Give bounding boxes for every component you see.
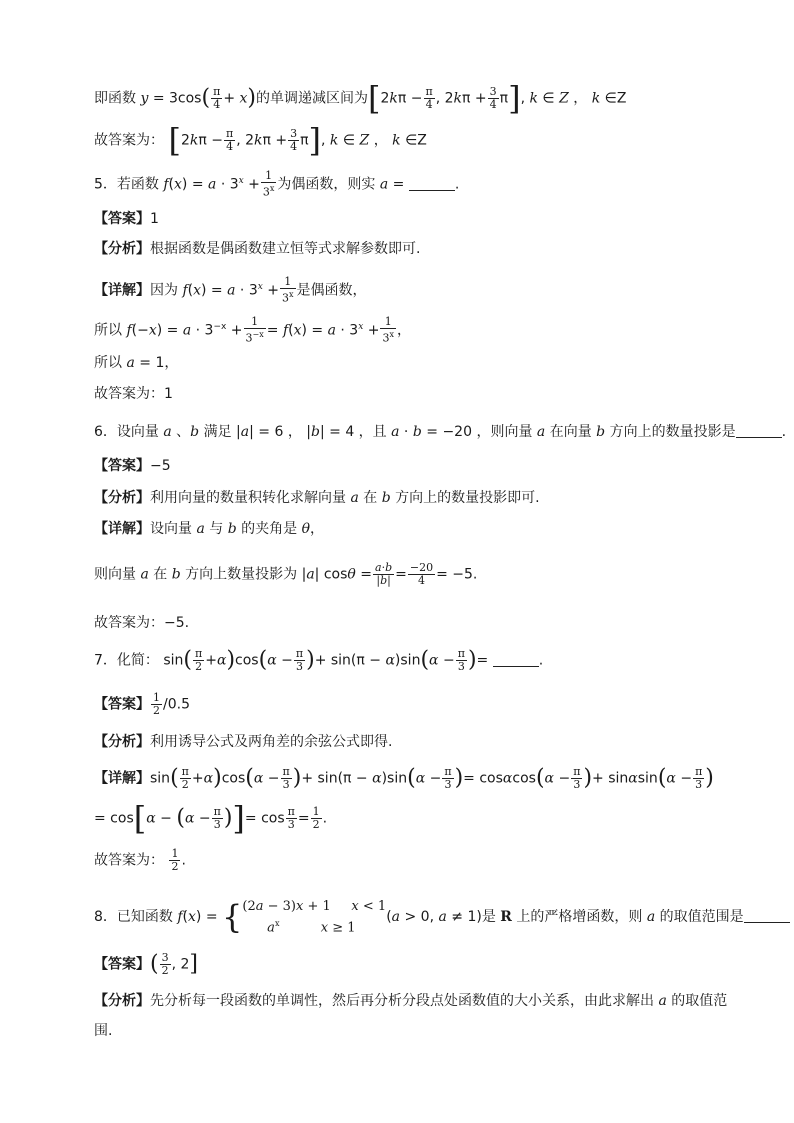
answer-blank <box>736 421 782 438</box>
answer-blank <box>744 906 790 923</box>
text-line: 故答案为： [2kπ − $\frac{\pi}{4}$ , 2kπ + $\frac{3}{4}$ π], k ∈ Z ， k ∈Z <box>94 121 427 160</box>
question-7: 7．化简： sin( $\frac{\pi}{2}$ +α)cos(α − $\frac{\pi}{3}$ )+ sin(π − α)sin(α − $\frac{\pi}{3}$ )= . <box>94 647 544 673</box>
analysis-tag: 【分析】 <box>94 490 150 506</box>
answer-line <box>94 455 734 477</box>
answer-tag: 【答案】 <box>94 956 150 973</box>
analysis-text: 利用诱导公式及两角差的余弦公式即得. <box>150 734 393 750</box>
detail-tag: 【详解】 <box>94 770 150 787</box>
answer-tag: 【答案】 <box>94 696 150 713</box>
text-line: 则向量 a 在 b 方向上数量投影为 |a| cosθ = $\frac{a\cdot b}{|b|}$ = $\frac{-20}{4}$ = −5. <box>94 561 478 587</box>
analysis-tag: 【分析】 <box>94 993 150 1009</box>
detail-tag: 【详解】 <box>94 521 150 537</box>
text-line: 故答案为：1 <box>94 386 173 402</box>
answer-value: −5 <box>150 458 171 474</box>
detail-line: 【详解】因为 $f(x) = a \cdot 3^x$ + $\frac{1}{3^x}$ 是偶函数， <box>94 275 367 305</box>
question-6: 6．设向量 a 、b 满足 |a| = 6 ， |b| = 4 ，且 a · b = −20 ，则向量 a 在向量 b 方向上的数量投影是 . <box>94 421 734 443</box>
question-5: 5．若函数 $f(x) = a \cdot 3^x$ + $\frac{1}{3^x}$ 为偶函数，则实 a = . <box>94 169 460 199</box>
analysis-line: 【分析】先分析每一段函数的单调性，然后再分析分段点处函数值的大小关系，由此求解出 a 的取值范围. <box>94 993 728 1039</box>
analysis-tag: 【分析】 <box>94 734 150 750</box>
detail-line: 【详解】sin( $\frac{\pi}{2}$ +α)cos(α − $\frac{\pi}{3}$ )+ sin(π − α)sin(α − $\frac{\pi}{3}$ )= cosαcos(α − $\frac{\pi}{3}$ )+ sinαsin(α − $\frac{\pi}{3}$ ) <box>94 765 714 791</box>
text-line: 故答案为： $\frac{1}{2}$ . <box>94 847 186 873</box>
answer-line <box>94 208 734 230</box>
text-line: 即函数 y = 3cos( $\frac{\pi}{4}$ + x)的单调递减区间为[2kπ − $\frac{\pi}{4}$ , 2kπ + $\frac{3}{4}$ π], k ∈ Z ， k ∈Z <box>94 79 627 118</box>
answer-blank <box>409 174 455 191</box>
detail-tag: 【详解】 <box>94 282 150 299</box>
text-line: = cos[α − (α − $\frac{\pi}{3}$ )]= cos $\frac{\pi}{3}$ = $\frac{1}{2}$ . <box>94 799 328 838</box>
analysis-line <box>94 238 734 260</box>
detail-line: 【详解】设向量 a 与 b 的夹角是 θ， <box>94 521 325 537</box>
analysis-text: 根据函数是偶函数建立恒等式求解参数即可. <box>150 241 421 257</box>
answer-blank <box>493 650 539 667</box>
analysis-tag: 【分析】 <box>94 241 150 257</box>
text-line: 所以 $f(-x) = a \cdot 3^{-x}$ + $\frac{1}{3^{-x}}$ = $f(x) = a \cdot 3^x$ + $\frac{1}{3^x}$ ， <box>94 315 411 345</box>
answer-value: 1 <box>150 211 159 227</box>
text-line: 故答案为：−5. <box>94 615 190 631</box>
answer-line: 【答案】( $\frac{3}{2}$ , 2] <box>94 951 198 977</box>
analysis-line: 【分析】利用向量的数量积转化求解向量 a 在 b 方向上的数量投影即可. <box>94 490 540 506</box>
text-line: 所以 a = 1， <box>94 355 179 371</box>
question-8: 8．已知函数 f(x) = { (2a − 3)x + 1 x < 1 $a^x$ x ≥ 1 (a > 0, a ≠ 1)是 R 上的严格增函数，则 a 的取值范围是 <box>94 898 734 936</box>
answer-tag: 【答案】 <box>94 211 150 227</box>
answer-line: 【答案】 $\frac{1}{2}$ /0.5 <box>94 691 190 717</box>
analysis-line <box>94 731 734 753</box>
answer-tag: 【答案】 <box>94 458 150 474</box>
